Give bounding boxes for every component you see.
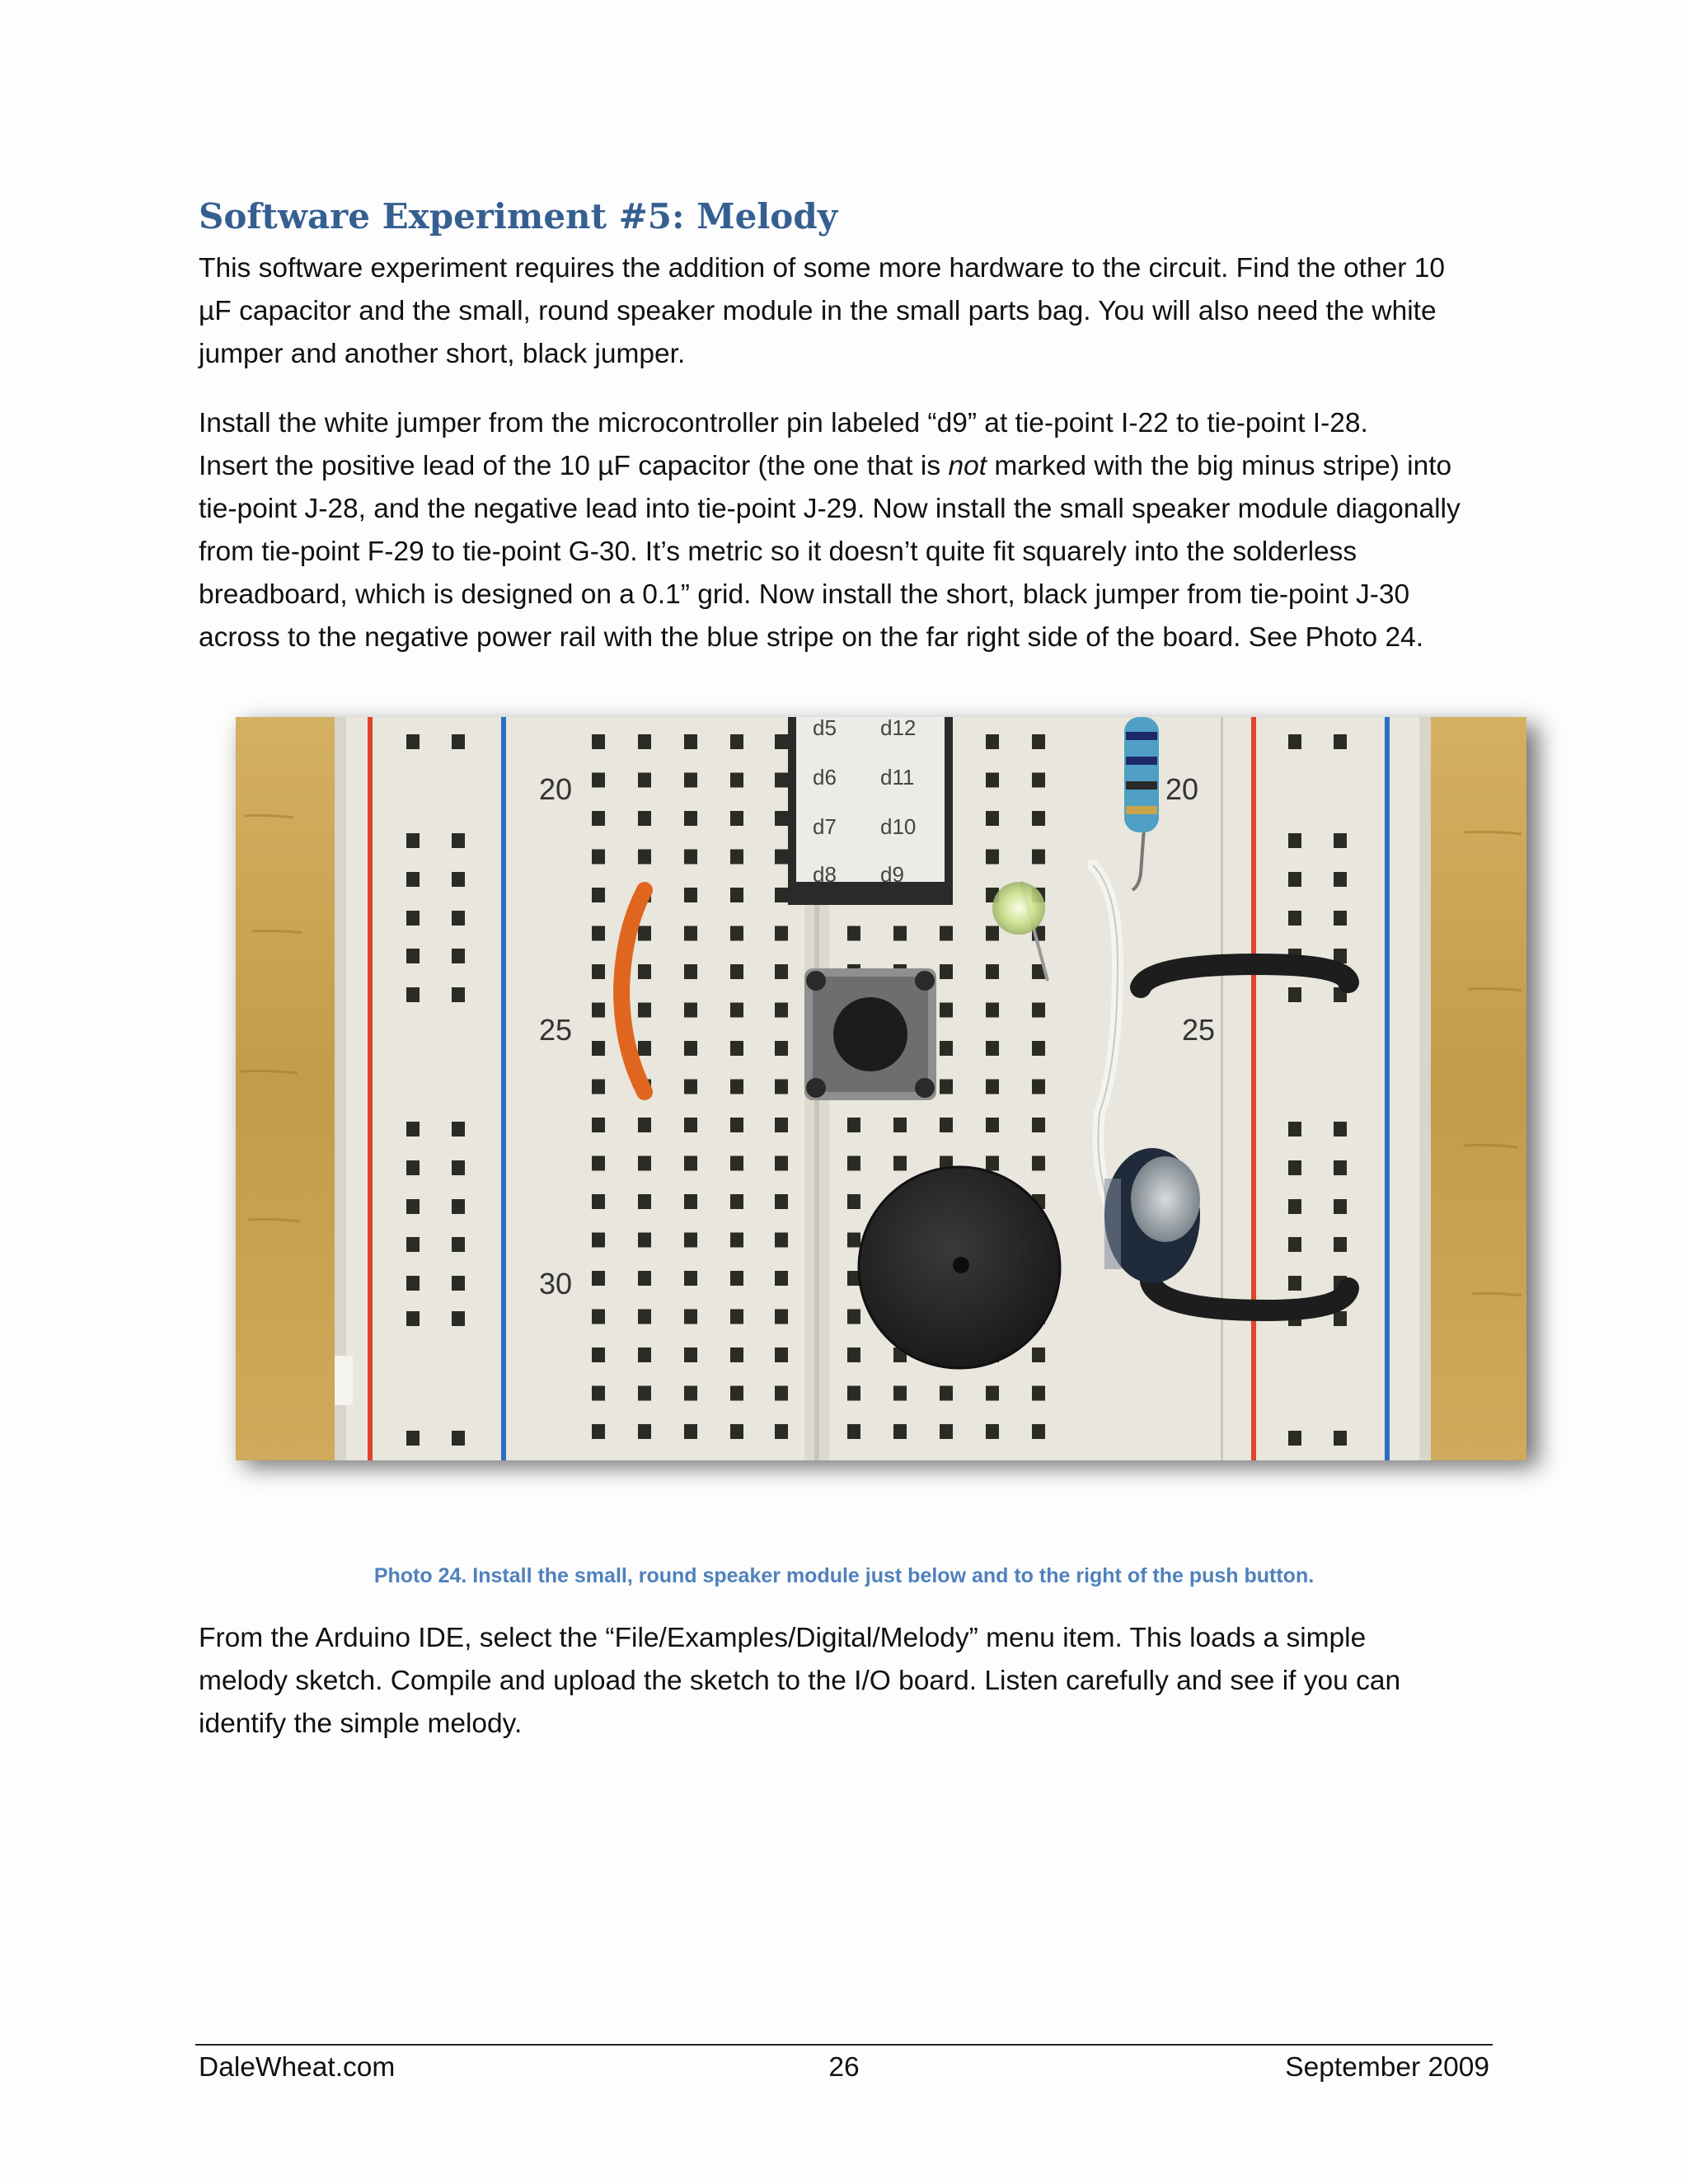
tie-point-hole xyxy=(406,1160,420,1175)
ic-label: d9 xyxy=(880,862,904,887)
tie-point-hole xyxy=(775,1347,788,1362)
paragraph-line: This software experiment requires the addition of some more hardware to the circuit. Find the other 10 xyxy=(199,253,1445,284)
tie-point-hole xyxy=(1334,1431,1347,1446)
tie-point-hole xyxy=(730,1424,743,1439)
tie-point-hole xyxy=(592,1156,605,1171)
tie-point-hole xyxy=(775,811,788,826)
paragraph-line: breadboard, which is designed on a 0.1” grid. Now install the short, black jumper from tie-point J-30 xyxy=(199,579,1410,610)
tie-point-hole xyxy=(452,833,465,848)
tie-point-hole xyxy=(730,926,743,941)
tie-point-hole xyxy=(406,911,420,926)
tie-point-hole xyxy=(684,1194,697,1209)
tie-point-hole xyxy=(775,1156,788,1171)
tie-point-hole xyxy=(940,1080,953,1094)
tie-point-hole xyxy=(684,1156,697,1171)
ic-label: d7 xyxy=(813,814,837,839)
tie-point-hole xyxy=(730,888,743,902)
tie-point-hole xyxy=(940,1386,953,1401)
tie-point-hole xyxy=(684,1003,697,1018)
tie-point-hole xyxy=(1288,1160,1301,1175)
tie-point-hole xyxy=(1334,872,1347,887)
tie-point-hole xyxy=(1288,1237,1301,1252)
tie-point-hole xyxy=(893,1424,907,1439)
tie-point-hole xyxy=(986,1156,999,1171)
tie-point-hole xyxy=(638,1041,651,1056)
tie-point-hole xyxy=(638,1003,651,1018)
tie-point-hole xyxy=(775,1233,788,1248)
row-label-25-left: 25 xyxy=(539,1013,573,1047)
tie-point-hole xyxy=(1032,734,1045,749)
tie-point-hole xyxy=(1032,811,1045,826)
closing-paragraph xyxy=(199,1617,1493,1746)
tie-point-hole xyxy=(1334,1199,1347,1214)
tie-point-hole xyxy=(638,1386,651,1401)
tie-point-hole xyxy=(986,773,999,788)
tie-point-hole xyxy=(893,926,907,941)
text-run: marked with the big minus stripe) into xyxy=(987,451,1452,481)
tie-point-hole xyxy=(1032,1386,1045,1401)
tie-point-hole xyxy=(775,888,788,902)
tie-point-hole xyxy=(940,926,953,941)
tie-point-hole xyxy=(986,964,999,979)
tie-point-hole xyxy=(592,811,605,826)
tie-point-hole xyxy=(638,734,651,749)
tie-point-hole xyxy=(452,1237,465,1252)
tie-point-hole xyxy=(406,833,420,848)
tie-point-hole xyxy=(986,1003,999,1018)
paragraph-line xyxy=(199,445,1493,488)
tie-point-hole xyxy=(940,1041,953,1056)
tie-point-hole xyxy=(986,1041,999,1056)
tie-point-hole xyxy=(730,964,743,979)
paragraph-line: from tie-point F-29 to tie-point G-30. It’s metric so it doesn’t quite fit squarely into the solderless xyxy=(199,537,1357,567)
tie-point-hole xyxy=(684,888,697,902)
row-label-20-left: 20 xyxy=(539,772,573,806)
tie-point-hole xyxy=(730,1233,743,1248)
tie-point-hole xyxy=(1334,734,1347,749)
paragraph-line: identify the simple melody. xyxy=(199,1708,523,1739)
tie-point-hole xyxy=(684,1080,697,1094)
tie-point-hole xyxy=(638,964,651,979)
tie-point-hole xyxy=(775,964,788,979)
tie-point-hole xyxy=(406,949,420,963)
tie-point-hole xyxy=(638,1271,651,1286)
tie-point-hole xyxy=(638,926,651,941)
tie-point-hole xyxy=(406,1122,420,1137)
tie-point-hole xyxy=(592,1233,605,1248)
tie-point-hole xyxy=(684,734,697,749)
tie-point-hole xyxy=(1032,1003,1045,1018)
breadboard-illustration xyxy=(236,717,1526,1460)
tie-point-hole xyxy=(847,1310,860,1324)
paragraph-line: across to the negative power rail with the blue stripe on the far right side of the board. See Photo 24. xyxy=(199,622,1424,653)
tie-point-hole xyxy=(684,1347,697,1362)
tie-point-hole xyxy=(592,1424,605,1439)
emphasis-text: not xyxy=(948,451,987,481)
tie-point-hole xyxy=(775,1194,788,1209)
tie-point-hole xyxy=(592,773,605,788)
tie-point-hole xyxy=(452,1122,465,1137)
tie-point-hole xyxy=(638,1310,651,1324)
paragraph-line: melody sketch. Compile and upload the sketch to the I/O board. Listen carefully and see if you can xyxy=(199,1666,1401,1696)
tie-point-hole xyxy=(406,987,420,1002)
tie-point-hole xyxy=(986,850,999,865)
tie-point-hole xyxy=(1032,1041,1045,1056)
tie-point-hole xyxy=(1032,850,1045,865)
tie-point-hole xyxy=(775,850,788,865)
tie-point-hole xyxy=(847,1233,860,1248)
tie-point-hole xyxy=(775,926,788,941)
tie-point-hole xyxy=(940,964,953,979)
tie-point-hole xyxy=(592,1194,605,1209)
tie-point-hole xyxy=(638,850,651,865)
tie-point-hole xyxy=(406,1311,420,1326)
breadboard-photo xyxy=(236,717,1526,1460)
tie-point-hole xyxy=(1288,734,1301,749)
tie-point-hole xyxy=(986,734,999,749)
tie-point-hole xyxy=(684,811,697,826)
tie-point-hole xyxy=(847,1347,860,1362)
tie-point-hole xyxy=(592,1041,605,1056)
ic-label: d8 xyxy=(813,862,837,887)
tie-point-hole xyxy=(730,734,743,749)
tie-point-hole xyxy=(1334,1311,1347,1326)
tie-point-hole xyxy=(730,1080,743,1094)
tie-point-hole xyxy=(1334,911,1347,926)
ic-label: d5 xyxy=(813,717,837,740)
tie-point-hole xyxy=(406,1276,420,1291)
tie-point-hole xyxy=(452,1160,465,1175)
tie-point-hole xyxy=(684,1386,697,1401)
tie-point-hole xyxy=(1032,1156,1045,1171)
tie-point-hole xyxy=(592,734,605,749)
tie-point-hole xyxy=(730,1041,743,1056)
tie-point-hole xyxy=(730,1310,743,1324)
tie-point-hole xyxy=(986,811,999,826)
tie-point-hole xyxy=(684,1118,697,1132)
tie-point-hole xyxy=(1288,1122,1301,1137)
tie-point-hole xyxy=(940,1003,953,1018)
tie-point-hole xyxy=(730,773,743,788)
tie-point-hole xyxy=(775,1041,788,1056)
tie-point-hole xyxy=(1032,773,1045,788)
tie-point-hole xyxy=(1288,987,1301,1002)
tie-point-hole xyxy=(730,1156,743,1171)
tie-point-hole xyxy=(406,1237,420,1252)
tie-point-hole xyxy=(775,1080,788,1094)
tie-point-hole xyxy=(592,888,605,902)
ic-label: d11 xyxy=(880,765,915,790)
ic-label: d10 xyxy=(880,814,917,839)
tie-point-hole xyxy=(452,987,465,1002)
row-label-25-right: 25 xyxy=(1182,1013,1216,1047)
tie-point-hole xyxy=(1334,1237,1347,1252)
tie-point-hole xyxy=(452,1431,465,1446)
tie-point-hole xyxy=(592,1003,605,1018)
tie-point-hole xyxy=(1288,1199,1301,1214)
tie-point-hole xyxy=(638,1118,651,1132)
tie-point-hole xyxy=(730,1194,743,1209)
intro-paragraph xyxy=(199,247,1493,376)
tie-point-hole xyxy=(592,1118,605,1132)
tie-point-hole xyxy=(1032,1347,1045,1362)
photo-caption: Photo 24. Install the small, round speaker module just below and to the right of the push button. xyxy=(373,1564,1315,1587)
paragraph-line: From the Arduino IDE, select the “File/Examples/Digital/Melody” menu item. This loads a simple xyxy=(199,1623,1367,1653)
tie-point-hole xyxy=(730,850,743,865)
blue-stripe-left xyxy=(501,717,506,1460)
tie-point-hole xyxy=(1032,1118,1045,1132)
tie-point-hole xyxy=(592,964,605,979)
tie-point-hole xyxy=(592,1080,605,1094)
tie-point-hole xyxy=(452,1199,465,1214)
tie-point-hole xyxy=(452,1311,465,1326)
tie-point-hole xyxy=(730,1118,743,1132)
tie-point-hole xyxy=(986,1118,999,1132)
tie-point-hole xyxy=(986,1386,999,1401)
tie-point-hole xyxy=(1032,1424,1045,1439)
tie-point-hole xyxy=(406,734,420,749)
tie-point-hole xyxy=(893,1156,907,1171)
tie-point-hole xyxy=(775,1003,788,1018)
tie-point-hole xyxy=(406,1199,420,1214)
tie-point-hole xyxy=(847,1386,860,1401)
text-run: Insert the positive lead of the 10 µF capacitor (the one that is xyxy=(199,451,949,481)
tie-point-hole xyxy=(1334,833,1347,848)
tie-point-hole xyxy=(684,1233,697,1248)
tie-point-hole xyxy=(847,1194,860,1209)
paragraph-line: Install the white jumper from the microcontroller pin labeled “d9” at tie-point I-22 to tie-point I-28. xyxy=(199,408,1368,438)
tie-point-hole xyxy=(592,1310,605,1324)
tie-point-hole xyxy=(730,811,743,826)
tie-point-hole xyxy=(775,773,788,788)
speaker-module xyxy=(859,1167,1060,1368)
tie-point-hole xyxy=(684,850,697,865)
tie-point-hole xyxy=(847,1118,860,1132)
tie-point-hole xyxy=(940,1424,953,1439)
tie-point-hole xyxy=(730,1003,743,1018)
red-stripe-left xyxy=(368,717,373,1460)
tie-point-hole xyxy=(847,926,860,941)
tie-point-hole xyxy=(638,1194,651,1209)
tie-point-hole xyxy=(684,964,697,979)
ic-label: d12 xyxy=(880,717,917,740)
ic-label: d6 xyxy=(813,765,837,790)
tie-point-hole xyxy=(1288,911,1301,926)
tie-point-hole xyxy=(1288,1276,1301,1291)
instructions-paragraph xyxy=(199,402,1493,659)
tie-point-hole xyxy=(893,1386,907,1401)
tie-point-hole xyxy=(1288,833,1301,848)
paragraph-line: tie-point J-28, and the negative lead into tie-point J-29. Now install the small speaker module diagonally xyxy=(199,494,1461,524)
tie-point-hole xyxy=(847,1424,860,1439)
tie-point-hole xyxy=(592,1347,605,1362)
tie-point-hole xyxy=(684,773,697,788)
tie-point-hole xyxy=(775,1310,788,1324)
blue-stripe-right xyxy=(1385,717,1390,1460)
row-label-20-right: 20 xyxy=(1165,772,1199,806)
tie-point-hole xyxy=(1032,1080,1045,1094)
footer-divider xyxy=(195,2044,1493,2046)
tie-point-hole xyxy=(452,949,465,963)
footer-page-number: 26 xyxy=(828,2052,860,2083)
tie-point-hole xyxy=(986,1080,999,1094)
tie-point-hole xyxy=(406,1431,420,1446)
tie-point-hole xyxy=(986,926,999,941)
electrolytic-capacitor xyxy=(1104,1148,1200,1283)
tie-point-hole xyxy=(452,911,465,926)
microcontroller-chip xyxy=(788,717,953,905)
tie-point-hole xyxy=(638,1233,651,1248)
tie-point-hole xyxy=(592,850,605,865)
paragraph-line: µF capacitor and the small, round speaker module in the small parts bag. You will also need the white xyxy=(199,296,1437,326)
push-button xyxy=(804,968,936,1100)
tie-point-hole xyxy=(1334,1160,1347,1175)
tie-point-hole xyxy=(684,1310,697,1324)
footer-date: September 2009 xyxy=(1285,2052,1489,2083)
tie-point-hole xyxy=(452,1276,465,1291)
tie-point-hole xyxy=(775,1424,788,1439)
tie-point-hole xyxy=(406,872,420,887)
tie-point-hole xyxy=(684,1271,697,1286)
tie-point-hole xyxy=(638,1347,651,1362)
tie-point-hole xyxy=(775,1386,788,1401)
tie-point-hole xyxy=(940,1118,953,1132)
tie-point-hole xyxy=(1334,1122,1347,1137)
tie-point-hole xyxy=(638,811,651,826)
tie-point-hole xyxy=(730,1347,743,1362)
tie-point-hole xyxy=(592,926,605,941)
paragraph-line: jumper and another short, black jumper. xyxy=(199,339,686,369)
tie-point-hole xyxy=(775,1118,788,1132)
row-label-30-left: 30 xyxy=(539,1267,573,1301)
tie-point-hole xyxy=(592,1386,605,1401)
tie-point-hole xyxy=(847,1156,860,1171)
tie-point-hole xyxy=(452,734,465,749)
tie-point-hole xyxy=(684,926,697,941)
tie-point-hole xyxy=(775,1271,788,1286)
tie-point-hole xyxy=(775,734,788,749)
tie-point-hole xyxy=(730,1386,743,1401)
tie-point-hole xyxy=(684,1041,697,1056)
tie-point-hole xyxy=(1288,1431,1301,1446)
tie-point-hole xyxy=(684,1424,697,1439)
tie-point-hole xyxy=(986,1424,999,1439)
section-heading: Software Experiment #5: Melody xyxy=(199,196,838,237)
tie-point-hole xyxy=(638,773,651,788)
tie-point-hole xyxy=(452,872,465,887)
tie-point-hole xyxy=(730,1271,743,1286)
tie-point-hole xyxy=(1288,872,1301,887)
tie-point-hole xyxy=(638,1156,651,1171)
red-stripe-right xyxy=(1251,717,1256,1460)
footer-website: DaleWheat.com xyxy=(199,2052,396,2083)
tie-point-hole xyxy=(592,1271,605,1286)
tie-point-hole xyxy=(893,1118,907,1132)
tie-point-hole xyxy=(638,1424,651,1439)
